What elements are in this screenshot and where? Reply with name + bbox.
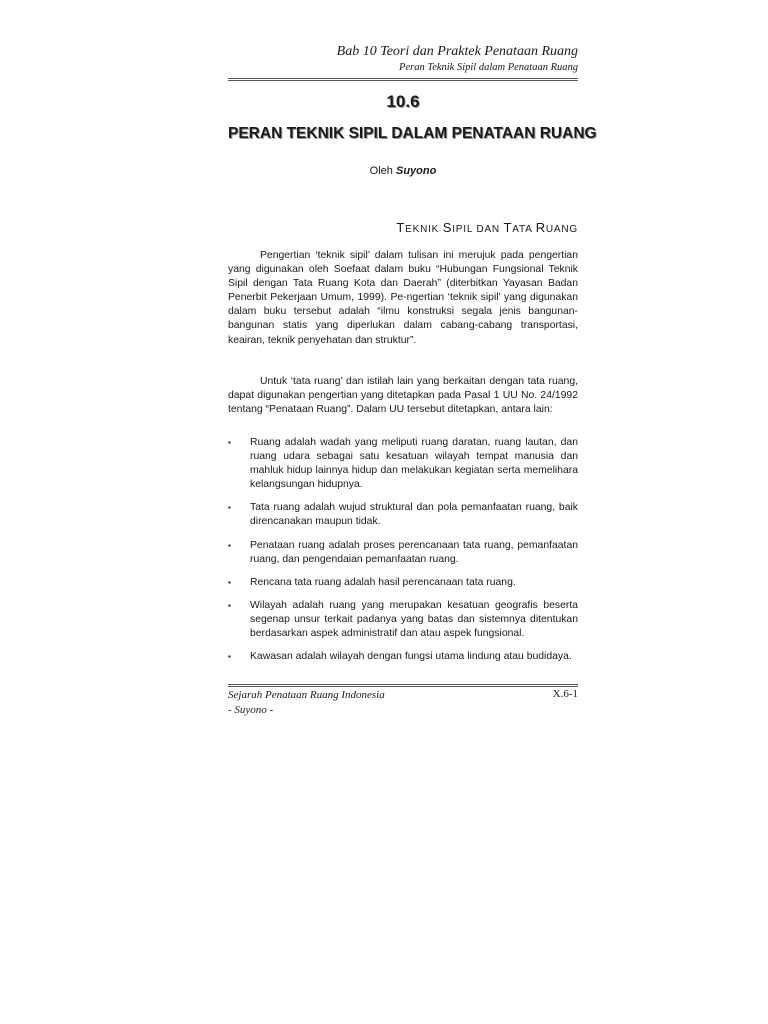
running-header-subtitle: Peran Teknik Sipil dalam Penataan Ruang — [399, 62, 578, 73]
paragraph-2-text: Untuk ‘tata ruang’ dan istilah lain yang berkaitan dengan tata ruang, dapat digunakan pengertian yang ditetapkan pada Pasal 1 UU No. 24/1992 tentang “Penataan Ruang”. Dalam UU tersebut ditetapkan, antara lain: — [228, 376, 578, 416]
subheading-cap-4: T — [503, 220, 513, 235]
list-item-text: Ruang adalah wadah yang meliputi ruang daratan, ruang lautan, dan ruang udara sebagai satu kesatuan wilayah tempat manusia dan mahluk hidup lainnya hidup dan melakukan kegiatan serta memelihara kelangsungan hidupnya. — [250, 437, 578, 491]
subheading-cap-2: S — [442, 220, 453, 235]
list-item — [228, 539, 578, 567]
footer-rule — [228, 684, 578, 687]
list-item-text: Kawasan adalah wilayah dengan fungsi utama lindung atau budidaya. — [250, 651, 572, 663]
bullet-icon: ▪ — [228, 577, 231, 587]
subheading — [396, 220, 578, 235]
bullet-icon: ▪ — [228, 540, 231, 550]
list-item-text: Rencana tata ruang adalah hasil perencanaan tata ruang. — [250, 576, 516, 588]
paragraph-2 — [228, 375, 578, 417]
running-header-title: Bab 10 Teori dan Praktek Penataan Ruang — [336, 44, 578, 59]
list-item-text: Tata ruang adalah wujud struktural dan pola pemanfaatan ruang, baik direncanakan maupun tidak. — [250, 502, 578, 528]
list-item — [228, 501, 578, 529]
subheading-cap-1: T — [396, 220, 406, 235]
subheading-rest-5: UANG — [545, 224, 578, 235]
bullet-icon: ▪ — [228, 652, 231, 662]
footer-left — [228, 688, 385, 718]
list-item — [228, 436, 578, 492]
subheading-cap-5: R — [535, 220, 546, 235]
header-rule — [228, 78, 578, 81]
subheading-rest-1: EKNIK — [405, 224, 440, 235]
footer-author: - Suyono - — [228, 704, 274, 716]
definition-list — [228, 436, 578, 673]
section-title: PERAN TEKNIK SIPIL DALAM PENATAAN RUANG — [228, 125, 597, 142]
page-number: X.6-1 — [552, 688, 578, 700]
subheading-rest-4: ATA — [512, 224, 533, 235]
list-item — [228, 599, 578, 641]
subheading-rest-2: IPIL — [452, 224, 473, 235]
bullet-icon: ▪ — [228, 600, 231, 610]
author-prefix: Oleh — [369, 165, 393, 177]
list-item — [228, 576, 578, 590]
list-item-text: Wilayah adalah ruang yang merupakan kesatuan geografis beserta segenap unsur terkait padanya yang batas dan sistemnya ditentukan berdasarkan aspek administratif dan atau aspek fungsional. — [250, 599, 578, 640]
author-name: Suyono — [395, 165, 437, 177]
paragraph-1-text: Pengertian ‘teknik sipil’ dalam tulisan ini merujuk pada pengertian yang digunakan oleh Soefaat dalam buku “Hubungan Fungsional Teknik Sipil dengan Tata Ruang Kota dan Daerah” (diterbitkan Yayasan Badan Penerbit Pekerjaan Umum, 1999). Pe-ngertian ‘teknik sipil’ yang digunakan dalam buku tersebut adalah “ilmu konstruksi segala jenis bangunan-bangunan statis yang diperlukan dalam cabang-cabang transportasi, keairan, teknik penyehatan dan struktur”. — [228, 250, 578, 346]
bullet-icon: ▪ — [228, 503, 231, 513]
footer-book-title: Sejarah Penataan Ruang Indonesia — [228, 689, 385, 701]
list-item — [228, 650, 578, 664]
subheading-word-3: DAN — [476, 224, 500, 235]
paragraph-1 — [228, 249, 578, 348]
section-number: 10.6 — [386, 92, 420, 111]
bullet-icon: ▪ — [228, 438, 231, 447]
author-line — [228, 165, 578, 177]
list-item-text: Penataan ruang adalah proses perencanaan tata ruang, pemanfaatan ruang, dan pengendaian pemanfaatan ruang. — [250, 539, 578, 565]
